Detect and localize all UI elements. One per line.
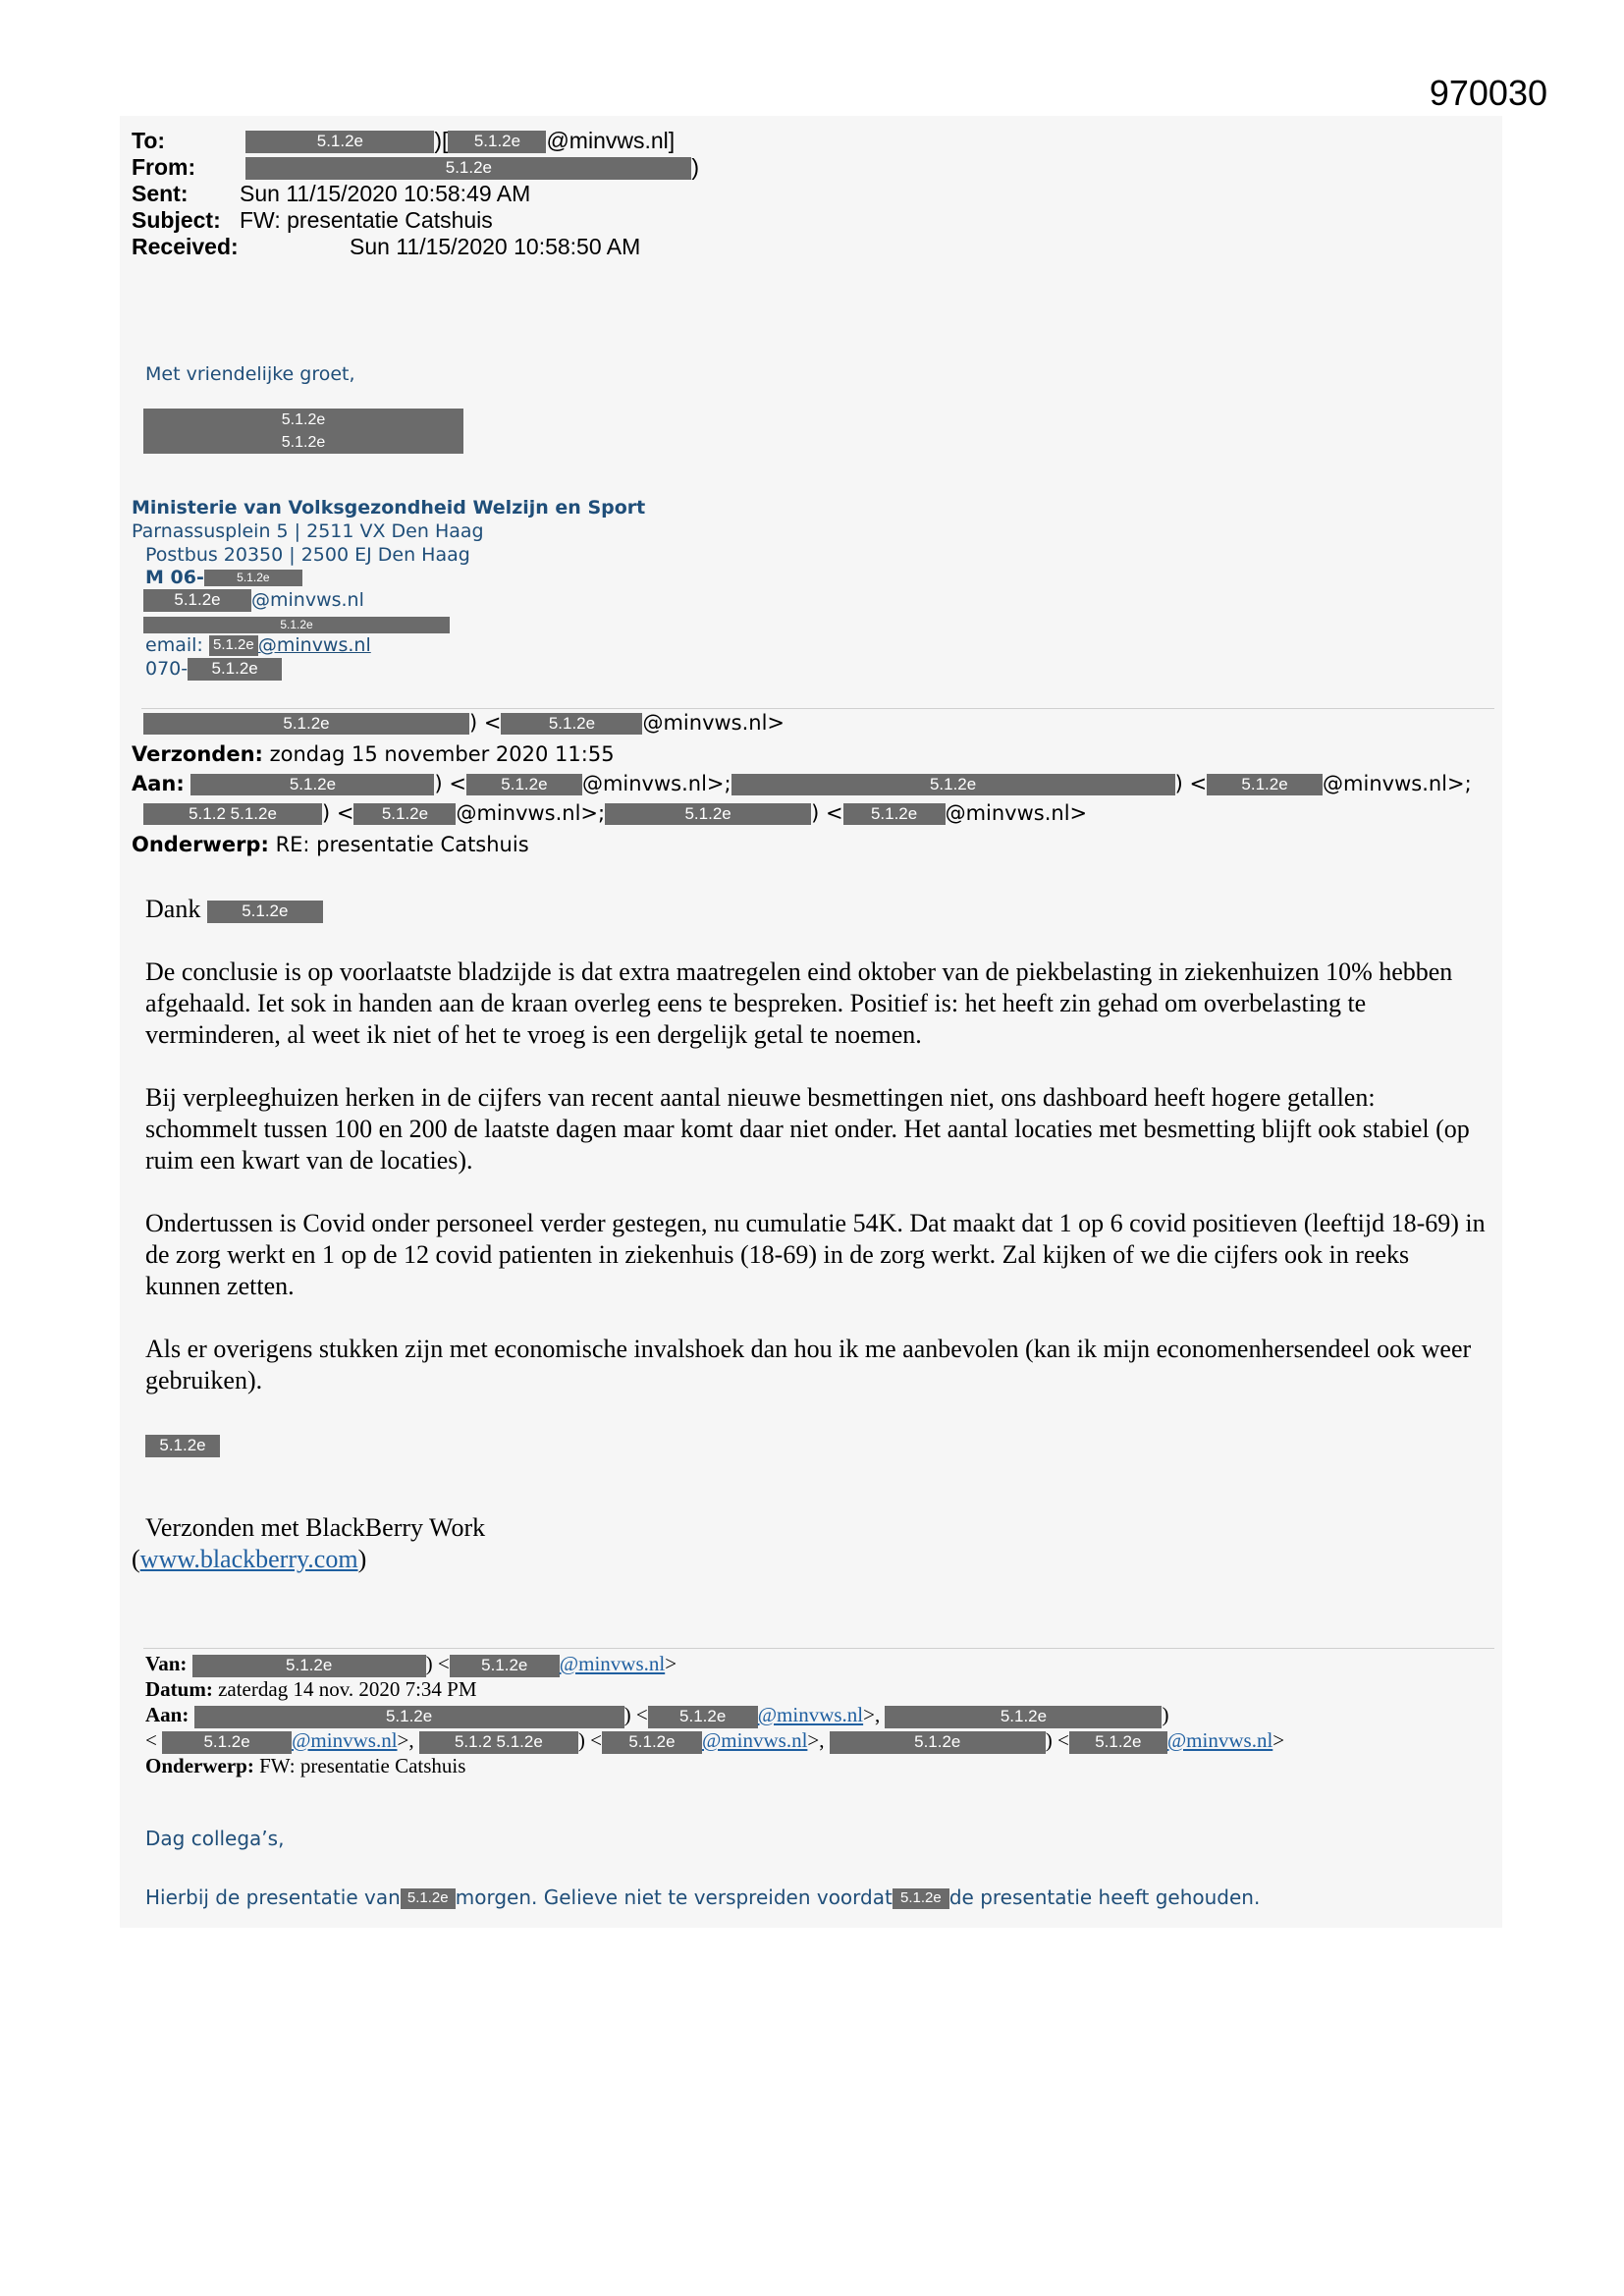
fwd2-to-label: Aan: — [145, 1703, 189, 1726]
redaction: 5.1.2e — [448, 131, 546, 153]
fwd1-from-close: ) < — [469, 711, 502, 735]
fwd1-sent-label: Verzonden: — [132, 742, 263, 766]
email-label: email: — [145, 634, 203, 656]
dank-text: Dank — [145, 895, 201, 923]
paragraph-3: Ondertussen is Covid onder personeel verder gestegen, nu cumulatie 54K. Dat maakt dat 1 op 6 covid positieven (leeftijd 18-69) in de zorg werkt en 1 op de 12 covid patienten in ziekenhuis (18-69) in de zorg werkt. Zal kijken of we die cijfers ook in reeks kunnen zetten. — [145, 1209, 1486, 1300]
email-domain: @minvws.nl — [251, 589, 364, 611]
from-label: From: — [132, 154, 196, 180]
received-label: Received: — [132, 234, 239, 259]
fwd2-datum-line — [145, 1677, 477, 1702]
blackberry-link[interactable]: www.blackberry.com — [139, 1545, 358, 1573]
received-row — [132, 234, 699, 260]
redaction: 5.1.2e — [1069, 1731, 1167, 1754]
gt-comma: >, — [397, 1728, 414, 1752]
redaction: 5.1.2e — [188, 658, 282, 681]
to-label: To: — [132, 128, 166, 153]
gt: > — [665, 1652, 677, 1675]
redaction: 5.1.2e — [143, 617, 450, 632]
domain: @minvws.nl>; — [456, 801, 606, 825]
dank-line — [145, 894, 1490, 925]
paragraph-4: Als er overigens stukken zijn met economische invalshoek dan hou ik me aanbevolen (kan ik mijn economenhersendeel ook weer gebruiken). — [145, 1335, 1472, 1394]
sent-with-line: Verzonden met BlackBerry Work — [145, 1513, 486, 1542]
fwd2-datum-label: Datum: — [145, 1677, 213, 1701]
redaction-text: 5.1.2 — [454, 1731, 492, 1751]
fwd2-datum-value: zaterdag 14 nov. 2020 7:34 PM — [218, 1677, 477, 1701]
subject-row — [132, 207, 699, 234]
fwd1-subject-line — [132, 833, 529, 856]
sent-value: Sun 11/15/2020 10:58:49 AM — [240, 181, 531, 206]
sep: ) < — [322, 801, 354, 825]
sent-label: Sent: — [132, 181, 189, 206]
fwd1-sent-line — [132, 742, 615, 766]
fwd2-subject-label: Onderwerp: — [145, 1754, 254, 1777]
redaction: 5.1.2e — [281, 411, 326, 428]
fwd2-to-line-2 — [145, 1728, 1284, 1754]
email-link[interactable]: @minvws.nl — [257, 634, 371, 656]
ministry-name: Ministerie van Volksgezondheid Welzijn en Sport — [132, 497, 646, 519]
redaction: 5.1.2e — [143, 589, 251, 612]
fwd1-to-line-1 — [132, 772, 1472, 795]
paragraph-1: De conclusie is op voorlaatste bladzijde is dat extra maatregelen eind oktober van de piekbelasting in ziekenhuizen 10% hebben afgehaald. Iet sok in handen aan de kraan overleg eens te bespreken. Positief is: het heeft zin gehad om overbelasting te verminderen, al weet ik niet of het te vroeg is een dergelijk getal te noemen. — [145, 957, 1453, 1049]
from-row — [132, 154, 699, 181]
domain: @minvws.nl>; — [581, 772, 731, 795]
redaction-text: 5.1.2e — [230, 803, 277, 823]
email-link[interactable]: @minvws.nl — [757, 1703, 864, 1726]
email-header — [132, 128, 699, 260]
subject-value: FW: presentatie Catshuis — [240, 207, 493, 233]
email-link[interactable]: @minvws.nl — [559, 1652, 666, 1675]
redaction: 5.1.2e — [1207, 774, 1323, 796]
redaction — [143, 803, 322, 826]
fwd2-text-b: morgen. Gelieve niet te verspreiden voordat — [455, 1886, 893, 1909]
divider — [143, 1648, 1494, 1649]
redaction: 5.1.2e — [731, 774, 1175, 796]
to-domain: @minvws.nl] — [546, 128, 676, 153]
redaction: 5.1.2e — [190, 774, 434, 796]
name-redaction — [143, 409, 463, 454]
fwd2-text-c: de presentatie heeft gehouden. — [948, 1886, 1261, 1909]
redaction: 5.1.2e — [602, 1731, 702, 1754]
sender-initials — [145, 1428, 1490, 1459]
fwd2-greeting: Dag collega’s, — [145, 1827, 285, 1850]
redaction: 5.1.2e — [204, 570, 302, 585]
redaction: 5.1.2e — [450, 1655, 560, 1677]
link-open: ( — [132, 1545, 140, 1573]
redaction-line — [143, 614, 450, 635]
fwd2-text-a: Hierbij de presentatie van — [145, 1886, 401, 1909]
redaction: 5.1.2e — [830, 1731, 1046, 1754]
document-number: 970030 — [1429, 73, 1547, 113]
email-link[interactable]: @minvws.nl — [1166, 1728, 1273, 1752]
sep: ) < — [1174, 772, 1208, 795]
phone-line — [145, 658, 282, 681]
lt: < — [145, 1728, 157, 1752]
sep: ) < — [434, 772, 466, 795]
fwd2-to-line-1 — [145, 1703, 1168, 1728]
fwd1-to-label: Aan: — [132, 772, 185, 795]
fwd1-from-domain: @minvws.nl> — [642, 711, 785, 735]
redaction-text: 5.1.2e — [496, 1731, 543, 1751]
gt-comma: >, — [863, 1703, 881, 1726]
redaction: 5.1.2e — [885, 1706, 1162, 1728]
sep: ) < — [811, 801, 843, 825]
mobile-prefix: M 06- — [145, 567, 204, 588]
received-value: Sun 11/15/2020 10:58:50 AM — [350, 234, 641, 259]
fwd2-subject-line — [145, 1754, 465, 1778]
redaction: 5.1.2e — [143, 713, 469, 736]
fwd2-subject-value: FW: presentatie Catshuis — [259, 1754, 466, 1777]
fwd1-from-line — [143, 711, 785, 735]
redaction: 5.1.2e — [281, 434, 326, 451]
to-open: )[ — [434, 128, 449, 153]
fwd1-sent-value: zondag 15 november 2020 11:55 — [269, 742, 615, 766]
sep: ) < — [623, 1703, 648, 1726]
fwd1-subject-label: Onderwerp: — [132, 833, 269, 856]
address-line-1: Parnassusplein 5 | 2511 VX Den Haag — [132, 520, 484, 542]
redaction-text: 5.1.2 — [189, 803, 226, 823]
sep: ) < — [425, 1652, 450, 1675]
gt-comma: >, — [807, 1728, 825, 1752]
fwd2-from-line — [145, 1652, 677, 1677]
to-row — [132, 128, 699, 154]
email-line — [143, 589, 364, 612]
fwd2-from-label: Van: — [145, 1652, 188, 1675]
close: ) — [1162, 1703, 1169, 1726]
subject-label: Subject: — [132, 207, 221, 233]
redaction: 5.1.2e — [401, 1888, 456, 1908]
redaction: 5.1.2e — [194, 1706, 624, 1728]
redaction: 5.1.2e — [207, 901, 323, 923]
redaction: 5.1.2e — [605, 803, 811, 826]
redaction: 5.1.2e — [162, 1731, 292, 1754]
signature-greeting: Met vriendelijke groet, — [145, 363, 355, 385]
email-link[interactable]: @minvws.nl — [701, 1728, 808, 1752]
redaction — [419, 1731, 578, 1754]
from-close: ) — [691, 154, 700, 180]
redaction: 5.1.2e — [245, 157, 691, 180]
redaction: 5.1.2e — [192, 1655, 426, 1677]
fwd1-to-line-2 — [143, 801, 1087, 825]
gt: > — [1272, 1728, 1285, 1752]
divider — [141, 708, 1494, 709]
paragraph-2: Bij verpleeghuizen herken in de cijfers van recent aantal nieuwe besmettingen niet, ons dashboard heeft hogere getallen: schommelt tussen 100 en 200 de laatste dagen maar komt daar niet onder. Het aantal locaties met besmetting blijft ook stabiel (op ruim een kwart van de locaties). — [145, 1083, 1470, 1175]
address-line-2: Postbus 20350 | 2500 EJ Den Haag — [145, 544, 470, 566]
blackberry-link-line — [132, 1544, 1490, 1575]
redaction: 5.1.2e — [209, 635, 258, 655]
redaction: 5.1.2e — [648, 1706, 758, 1728]
redaction: 5.1.2e — [245, 131, 434, 153]
domain: @minvws.nl> — [945, 801, 1088, 825]
fwd2-message — [145, 1886, 1260, 1909]
sep: ) < — [1045, 1728, 1069, 1752]
sep: ) < — [577, 1728, 602, 1752]
phone-prefix: 070- — [145, 658, 189, 680]
redaction: 5.1.2e — [466, 774, 582, 796]
redaction: 5.1.2e — [843, 803, 946, 826]
link-close: ) — [357, 1545, 367, 1573]
domain: @minvws.nl>; — [1323, 772, 1472, 795]
email-link[interactable]: @minvws.nl — [292, 1728, 398, 1752]
email-label-line — [145, 634, 371, 656]
redaction: 5.1.2e — [145, 1435, 220, 1457]
mobile-line — [145, 567, 302, 588]
redaction: 5.1.2e — [353, 803, 456, 826]
fwd1-subject-value: RE: presentatie Catshuis — [275, 833, 529, 856]
message-body — [132, 894, 1490, 1575]
redaction: 5.1.2e — [893, 1888, 949, 1908]
redaction: 5.1.2e — [501, 713, 642, 736]
sent-row — [132, 181, 699, 207]
